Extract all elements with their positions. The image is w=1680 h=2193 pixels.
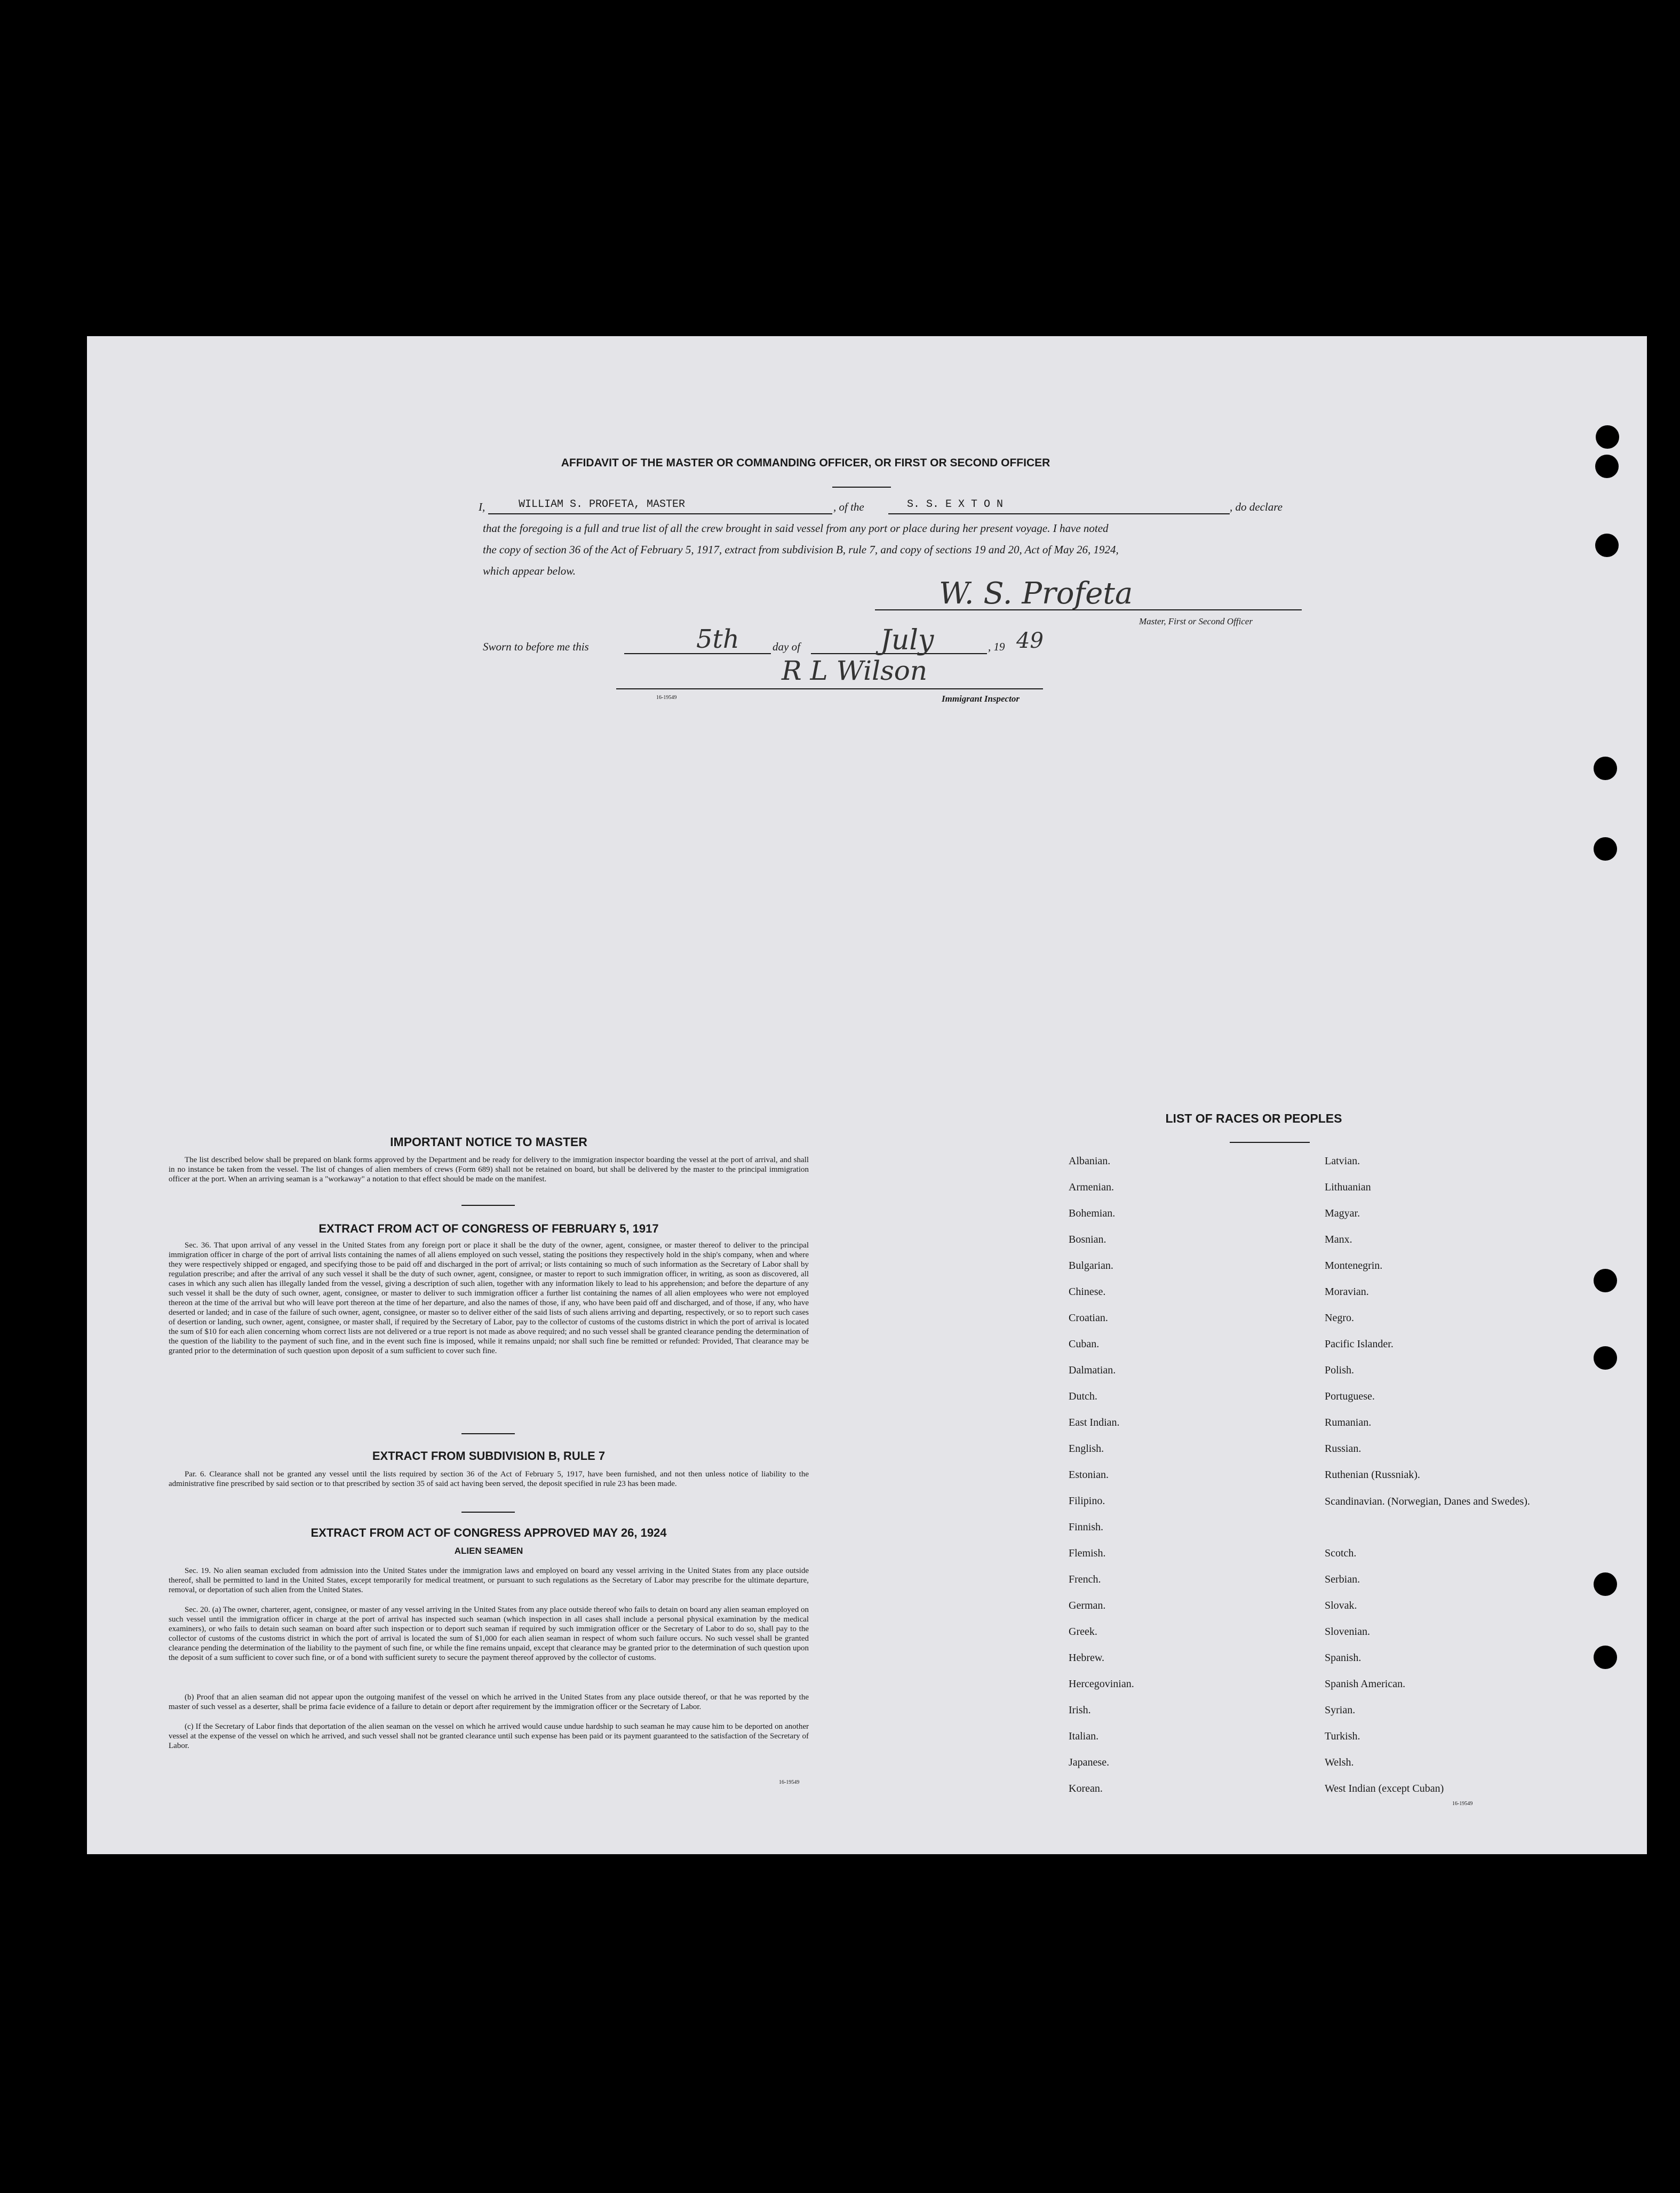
- race-item: Magyar.: [1325, 1207, 1360, 1219]
- race-item: Ruthenian (Russniak).: [1325, 1469, 1420, 1481]
- race-item: Scandinavian. (Norwegian, Danes and Swedes).: [1325, 1496, 1530, 1507]
- race-item: Dutch.: [1069, 1391, 1097, 1402]
- race-item: Polish.: [1325, 1364, 1355, 1376]
- punch-hole: [1594, 1646, 1617, 1669]
- race-item: Spanish.: [1325, 1652, 1361, 1664]
- act1917-title: EXTRACT FROM ACT OF CONGRESS OF FEBRUARY 5, 1917: [319, 1222, 659, 1235]
- race-item: Armenian.: [1069, 1181, 1114, 1193]
- race-item: German.: [1069, 1600, 1106, 1611]
- act1917-text: Sec. 36. That upon arrival of any vessel in the United States from any foreign port or place it shall be the duty of the owner, agent, consignee, or master thereof to deliver to the principal immigration officer in charge of the port of arrival lists containing the names of all aliens employed on such vessel, stating the positions they respectively hold in the ship's company, when and where they were respectively shipped or engaged, and specifying those to be paid off and discharged in the port of arrival; or lists containing so much of such information as the Secretary of Labor shall by regulation prescribe; and after the arrival of any such vessel it shall be the duty of such owner, agent, consignee, or master to report to such immigration officer, in writing, as soon as discovered, all cases in which any such alien has illegally landed from the vessel, giving a description of such alien, together with any information likely to lead to his apprehension; and before the departure of any such vessel it shall be the duty of such owner, agent, consignee, or master to deliver to such immigration officer a further list containing the names of all alien employees who were not employed thereon at the time of the arrival but who will leave port thereon at the time of her departure, and also the names of those, if any, who have been paid off and discharged, and of those, if any, who have deserted or landed; and in case of the failure of such owner, agent, consignee, or master so to deliver either of the said lists of such aliens arriving and departing, respectively, or so to report such cases of desertion or landing, such owner, agent, consignee, or master shall, if required by the Secretary of Labor, pay to the collector of customs of the customs district in which the port of arrival is located the sum of $10 for each alien concerning whom correct lists are not delivered or a true report is not made as above required; and no such vessel shall be granted clearance pending the determination of the question of the liability to the payment of such fine, and in the event such fine is imposed, while it remains unpaid; nor shall such fine be remitted or refunded: Provided, That clearance may be granted prior to the determination of such question upon deposit of a sum sufficient to cover such fine.: [169, 1241, 809, 1355]
- race-item: Lithuanian: [1325, 1181, 1371, 1193]
- divider: [461, 1433, 515, 1434]
- notice-text: The list described below shall be prepared on blank forms approved by the Department and be ready for delivery to the immigration inspector boarding the vessel at the port of arrival, and shall in no instance be taken from the vessel. The list of changes of alien members of crews (Form 689) shall not be retained on board, but shall be delivered by the master to the principal immigration officer at the port. When an arriving seaman is a "workaway" a notation to that effect should be made on the manifest.: [169, 1156, 809, 1183]
- vessel-underline: [888, 513, 1230, 514]
- race-item: Moravian.: [1325, 1286, 1369, 1298]
- punch-hole: [1594, 837, 1617, 861]
- punch-hole: [1594, 1346, 1617, 1370]
- of-the-label: , of the: [833, 500, 864, 513]
- races-title: LIST OF RACES OR PEOPLES: [1165, 1111, 1342, 1125]
- race-item: Filipino.: [1069, 1495, 1105, 1507]
- race-item: Japanese.: [1069, 1757, 1110, 1768]
- sworn-label: Sworn to before me this: [483, 640, 589, 653]
- act1924-sec20c: (c) If the Secretary of Labor finds that deportation of the alien seaman on the vessel on which he arrived would cause undue hardship to such seaman he may cause him to be deported on another vessel at the expense of the vessel on which he arrived, and such vessel shall not be granted clearance until such expense has been paid or its payment guaranteed to the satisfaction of the Secretary of Labor.: [169, 1722, 809, 1750]
- master-name: WILLIAM S. PROFETA, MASTER: [519, 498, 686, 511]
- race-item: Bohemian.: [1069, 1207, 1116, 1219]
- race-item: Latvian.: [1325, 1155, 1360, 1167]
- notice-title: IMPORTANT NOTICE TO MASTER: [390, 1135, 587, 1149]
- punch-hole: [1594, 1269, 1617, 1292]
- race-item: Turkish.: [1325, 1730, 1360, 1742]
- race-item: French.: [1069, 1574, 1101, 1585]
- affidavit-text-1: that the foregoing is a full and true list of all the crew brought in said vessel from any port or place during her present voyage. I have noted: [483, 522, 1109, 535]
- signature-underline: [875, 609, 1302, 610]
- do-declare-label: , do declare: [1230, 500, 1283, 513]
- act1924-title: EXTRACT FROM ACT OF CONGRESS APPROVED MAY 26, 1924: [310, 1526, 667, 1539]
- race-item: Portuguese.: [1325, 1391, 1375, 1402]
- act1924-sec20b: (b) Proof that an alien seaman did not appear upon the outgoing manifest of the vessel on which he arrived in the United States from any place outside thereof, or that he was reported by the master of such vessel as a deserter, shall be prima facie evidence of a failure to detain or deport after requirement by the immigration officer or the Secretary of Labor.: [169, 1693, 809, 1711]
- race-item: Flemish.: [1069, 1547, 1106, 1559]
- race-item: Pacific Islander.: [1325, 1338, 1394, 1350]
- divider: [832, 487, 891, 488]
- sworn-month: July: [880, 624, 934, 656]
- race-item: Manx.: [1325, 1234, 1352, 1245]
- name-underline: [488, 513, 832, 514]
- race-item: Italian.: [1069, 1730, 1099, 1742]
- race-item: Hercegovinian.: [1069, 1678, 1134, 1690]
- race-item: West Indian (except Cuban): [1325, 1783, 1444, 1794]
- punch-hole: [1595, 534, 1619, 557]
- punch-hole: [1595, 455, 1619, 478]
- act1924-form-number: 16-19549: [779, 1779, 800, 1785]
- race-item: Scotch.: [1325, 1547, 1357, 1559]
- race-item: Albanian.: [1069, 1155, 1111, 1167]
- affidavit-text-2: the copy of section 36 of the Act of February 5, 1917, extract from subdivision B, rule 7, and copy of sections 19 and 20, Act of May 26, 1924,: [483, 543, 1119, 556]
- divider: [1230, 1142, 1310, 1143]
- act1924-sec20a: Sec. 20. (a) The owner, charterer, agent, consignee, or master of any vessel arriving in the United States from any place outside thereof who fails to detain on board any alien seaman employed on such vessel until the immigration officer in charge at the port of arrival has inspected such seaman (which inspection in all cases shall include a personal physical examination by the medical examiners), or who fails to detain such seaman on board after such inspection or to deport such seaman if required by such immigration officer or the Secretary of Labor to do so, shall pay to the collector of customs of the customs district in which the port of arrival is located the sum of $1,000 for each alien seaman in respect of whom such failure occurs. No such vessel shall be granted clearance pending the determination of the liability to the payment of such fine, or while the fine remains unpaid, except that clearance may be granted prior to the determination of such question upon the deposit of a sum sufficient to cover such fine, or of a bond with sufficient surety to secure the payment thereof approved by the collector of customs.: [169, 1606, 809, 1662]
- affidavit-title: AFFIDAVIT OF THE MASTER OR COMMANDING OFFICER, OR FIRST OR SECOND OFFICER: [561, 457, 1050, 469]
- race-item: Russian.: [1325, 1443, 1361, 1455]
- race-item: Croatian.: [1069, 1312, 1108, 1324]
- punch-hole: [1594, 1572, 1617, 1596]
- races-column-2: [1325, 1148, 1549, 1802]
- race-item: Bulgarian.: [1069, 1260, 1113, 1272]
- race-item: Greek.: [1069, 1626, 1097, 1638]
- divider: [461, 1512, 515, 1513]
- sworn-day: 5th: [696, 624, 739, 654]
- day-of-label: day of: [773, 640, 800, 653]
- races-column-1: [1069, 1148, 1293, 1802]
- race-item: Rumanian.: [1325, 1417, 1372, 1428]
- race-item: Chinese.: [1069, 1286, 1106, 1298]
- race-item: Welsh.: [1325, 1757, 1354, 1768]
- race-item: Spanish American.: [1325, 1678, 1406, 1690]
- rule7-title: EXTRACT FROM SUBDIVISION B, RULE 7: [372, 1449, 606, 1463]
- race-item: Bosnian.: [1069, 1234, 1106, 1245]
- punch-hole: [1596, 425, 1619, 449]
- year-prefix: , 19: [988, 640, 1005, 653]
- race-item: Serbian.: [1325, 1574, 1360, 1585]
- rule7-text: Par. 6. Clearance shall not be granted any vessel until the lists required by section 36 of the Act of February 5, 1917, have been furnished, and not then unless notice of liability to the administrative fine prescribed by said section or to that prescribed by section 35 of said act having been served, the deposit specified in rule 23 has been made.: [169, 1470, 809, 1488]
- inspector-signature: R L Wilson: [782, 655, 928, 686]
- inspector-caption: Immigrant Inspector: [942, 694, 1020, 704]
- race-item: Slovak.: [1325, 1600, 1357, 1611]
- affidavit-text-3: which appear below.: [483, 565, 576, 577]
- sworn-year: 49: [1016, 629, 1044, 653]
- race-item: Syrian.: [1325, 1704, 1356, 1716]
- race-item: Negro.: [1325, 1312, 1354, 1324]
- race-item: Korean.: [1069, 1783, 1103, 1794]
- race-item: Montenegrin.: [1325, 1260, 1383, 1272]
- race-item: Cuban.: [1069, 1338, 1100, 1350]
- vessel-name: S. S. E X T O N: [907, 498, 1004, 511]
- master-signature: W. S. Profeta: [939, 576, 1133, 611]
- race-item: Irish.: [1069, 1704, 1091, 1716]
- form-number: 16-19549: [656, 695, 677, 701]
- race-item: Hebrew.: [1069, 1652, 1105, 1664]
- divider: [461, 1205, 515, 1206]
- race-item: English.: [1069, 1443, 1104, 1455]
- race-item: Dalmatian.: [1069, 1364, 1116, 1376]
- race-item: Estonian.: [1069, 1469, 1109, 1481]
- races-form-number: 16-19549: [1452, 1801, 1473, 1807]
- affidavit-i-label: I,: [479, 500, 485, 513]
- act1924-sec19: Sec. 19. No alien seaman excluded from admission into the United States under the immigration laws and employed on board any vessel arriving in the United States from any place outside thereof, shall be permitted to land in the United States, except temporarily for medical treatment, or pursuant to such regulations as the Secretary of Labor may prescribe for the ultimate departure, removal, or deportation of such alien from the United States.: [169, 1567, 809, 1594]
- punch-hole: [1594, 757, 1617, 780]
- race-item: East Indian.: [1069, 1417, 1120, 1428]
- race-item: Slovenian.: [1325, 1626, 1370, 1638]
- act1924-subtitle: ALIEN SEAMEN: [454, 1546, 523, 1556]
- race-item: Finnish.: [1069, 1521, 1104, 1533]
- inspector-underline: [616, 688, 1043, 689]
- signature-caption: Master, First or Second Officer: [1139, 616, 1253, 626]
